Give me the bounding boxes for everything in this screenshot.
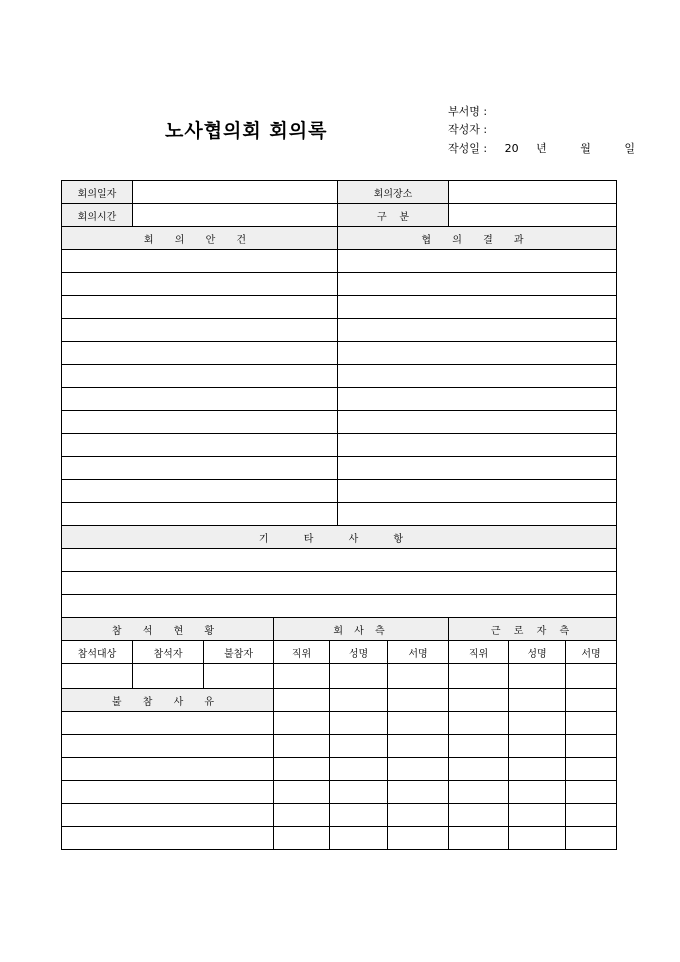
company-signature-cell[interactable] bbox=[388, 827, 449, 850]
company-side-header: 회 사 측 bbox=[274, 618, 449, 641]
meeting-date-value[interactable] bbox=[133, 181, 338, 204]
meeting-time-value[interactable] bbox=[133, 204, 338, 227]
date-year-unit: 년 bbox=[536, 142, 547, 155]
company-signature-cell[interactable] bbox=[388, 735, 449, 758]
result-cell[interactable] bbox=[338, 434, 617, 457]
date-line bbox=[448, 140, 635, 156]
other-cell[interactable] bbox=[62, 595, 617, 618]
absence-reason-cell[interactable] bbox=[62, 804, 274, 827]
worker-name-cell[interactable] bbox=[509, 712, 566, 735]
company-signature-cell[interactable] bbox=[388, 804, 449, 827]
company-position-label: 직위 bbox=[274, 641, 330, 664]
company-name-cell[interactable] bbox=[330, 804, 388, 827]
attendance-target-value[interactable] bbox=[62, 664, 133, 689]
result-cell[interactable] bbox=[338, 296, 617, 319]
company-signature-cell[interactable] bbox=[388, 781, 449, 804]
company-signature-label: 서명 bbox=[388, 641, 449, 664]
worker-name-cell[interactable] bbox=[509, 827, 566, 850]
date-year: 20 bbox=[504, 142, 519, 155]
dept-label: 부서명 : bbox=[448, 105, 488, 118]
company-name-cell[interactable] bbox=[330, 689, 388, 712]
meeting-place-label: 회의장소 bbox=[338, 181, 449, 204]
worker-position-cell[interactable] bbox=[449, 758, 509, 781]
company-position-cell[interactable] bbox=[274, 735, 330, 758]
document-title: 노사협의회 회의록 bbox=[165, 120, 328, 142]
worker-signature-label: 서명 bbox=[566, 641, 617, 664]
attendees-value[interactable] bbox=[133, 664, 204, 689]
agenda-cell[interactable] bbox=[62, 503, 338, 526]
company-position-cell[interactable] bbox=[274, 758, 330, 781]
absence-reason-header: 불 참 사 유 bbox=[62, 689, 274, 712]
agenda-cell[interactable] bbox=[62, 273, 338, 296]
absence-reason-cell[interactable] bbox=[62, 735, 274, 758]
agenda-header: 회 의 안 건 bbox=[62, 227, 338, 250]
absence-reason-cell[interactable] bbox=[62, 758, 274, 781]
attendance-header: 참 석 현 황 bbox=[62, 618, 274, 641]
meeting-minutes-form bbox=[61, 180, 617, 850]
absentees-label: 불참자 bbox=[204, 641, 274, 664]
absence-reason-cell[interactable] bbox=[62, 781, 274, 804]
agenda-cell[interactable] bbox=[62, 388, 338, 411]
date-label: 작성일 : bbox=[448, 142, 488, 155]
agenda-cell[interactable] bbox=[62, 250, 338, 273]
dept-line bbox=[448, 103, 487, 119]
worker-position-cell[interactable] bbox=[449, 735, 509, 758]
meeting-time-label: 회의시간 bbox=[62, 204, 133, 227]
company-name-cell[interactable] bbox=[330, 781, 388, 804]
other-cell[interactable] bbox=[62, 549, 617, 572]
company-position-cell[interactable] bbox=[274, 689, 330, 712]
author-line bbox=[448, 121, 487, 137]
company-signature-cell[interactable] bbox=[388, 689, 449, 712]
worker-name-cell[interactable] bbox=[509, 804, 566, 827]
worker-name-cell[interactable] bbox=[509, 664, 566, 689]
worker-signature-cell[interactable] bbox=[566, 735, 617, 758]
agenda-cell[interactable] bbox=[62, 457, 338, 480]
absentees-value[interactable] bbox=[204, 664, 274, 689]
result-cell[interactable] bbox=[338, 250, 617, 273]
worker-signature-cell[interactable] bbox=[566, 758, 617, 781]
company-position-cell[interactable] bbox=[274, 664, 330, 689]
worker-name-cell[interactable] bbox=[509, 735, 566, 758]
worker-name-cell[interactable] bbox=[509, 781, 566, 804]
agenda-cell[interactable] bbox=[62, 365, 338, 388]
attendance-target-label: 참석대상 bbox=[62, 641, 133, 664]
other-cell[interactable] bbox=[62, 572, 617, 595]
agenda-cell[interactable] bbox=[62, 434, 338, 457]
company-name-cell[interactable] bbox=[330, 735, 388, 758]
worker-signature-cell[interactable] bbox=[566, 781, 617, 804]
worker-side-header: 근 로 자 측 bbox=[449, 618, 617, 641]
meeting-date-label: 회의일자 bbox=[62, 181, 133, 204]
company-position-cell[interactable] bbox=[274, 827, 330, 850]
company-signature-cell[interactable] bbox=[388, 712, 449, 735]
worker-signature-cell[interactable] bbox=[566, 827, 617, 850]
company-name-cell[interactable] bbox=[330, 827, 388, 850]
agenda-cell[interactable] bbox=[62, 319, 338, 342]
company-name-cell[interactable] bbox=[330, 758, 388, 781]
other-header: 기 타 사 항 bbox=[62, 526, 617, 549]
worker-name-cell[interactable] bbox=[509, 758, 566, 781]
company-name-cell[interactable] bbox=[330, 664, 388, 689]
category-label: 구 분 bbox=[338, 204, 449, 227]
absence-reason-cell[interactable] bbox=[62, 712, 274, 735]
worker-signature-cell[interactable] bbox=[566, 664, 617, 689]
result-cell[interactable] bbox=[338, 342, 617, 365]
worker-name-cell[interactable] bbox=[509, 689, 566, 712]
attendees-label: 참석자 bbox=[133, 641, 204, 664]
company-position-cell[interactable] bbox=[274, 712, 330, 735]
worker-position-cell[interactable] bbox=[449, 712, 509, 735]
meeting-place-value[interactable] bbox=[449, 181, 617, 204]
author-label: 작성자 : bbox=[448, 123, 488, 136]
worker-name-label: 성명 bbox=[509, 641, 566, 664]
result-cell[interactable] bbox=[338, 273, 617, 296]
absence-reason-cell[interactable] bbox=[62, 827, 274, 850]
agenda-cell[interactable] bbox=[62, 342, 338, 365]
result-cell[interactable] bbox=[338, 365, 617, 388]
worker-position-cell[interactable] bbox=[449, 827, 509, 850]
agenda-cell[interactable] bbox=[62, 296, 338, 319]
result-cell[interactable] bbox=[338, 388, 617, 411]
category-value[interactable] bbox=[449, 204, 617, 227]
result-cell[interactable] bbox=[338, 480, 617, 503]
company-position-cell[interactable] bbox=[274, 804, 330, 827]
result-header: 협 의 결 과 bbox=[338, 227, 617, 250]
result-cell[interactable] bbox=[338, 457, 617, 480]
result-cell[interactable] bbox=[338, 319, 617, 342]
company-position-cell[interactable] bbox=[274, 781, 330, 804]
worker-position-cell[interactable] bbox=[449, 689, 509, 712]
company-name-cell[interactable] bbox=[330, 712, 388, 735]
company-name-label: 성명 bbox=[330, 641, 388, 664]
result-cell[interactable] bbox=[338, 411, 617, 434]
worker-position-cell[interactable] bbox=[449, 664, 509, 689]
worker-position-label: 직위 bbox=[449, 641, 509, 664]
company-signature-cell[interactable] bbox=[388, 758, 449, 781]
date-day-unit: 일 bbox=[624, 142, 636, 155]
company-signature-cell[interactable] bbox=[388, 664, 449, 689]
worker-signature-cell[interactable] bbox=[566, 712, 617, 735]
date-month-unit: 월 bbox=[580, 142, 591, 155]
agenda-cell[interactable] bbox=[62, 411, 338, 434]
worker-signature-cell[interactable] bbox=[566, 689, 617, 712]
worker-position-cell[interactable] bbox=[449, 804, 509, 827]
worker-position-cell[interactable] bbox=[449, 781, 509, 804]
agenda-cell[interactable] bbox=[62, 480, 338, 503]
worker-signature-cell[interactable] bbox=[566, 804, 617, 827]
result-cell[interactable] bbox=[338, 503, 617, 526]
